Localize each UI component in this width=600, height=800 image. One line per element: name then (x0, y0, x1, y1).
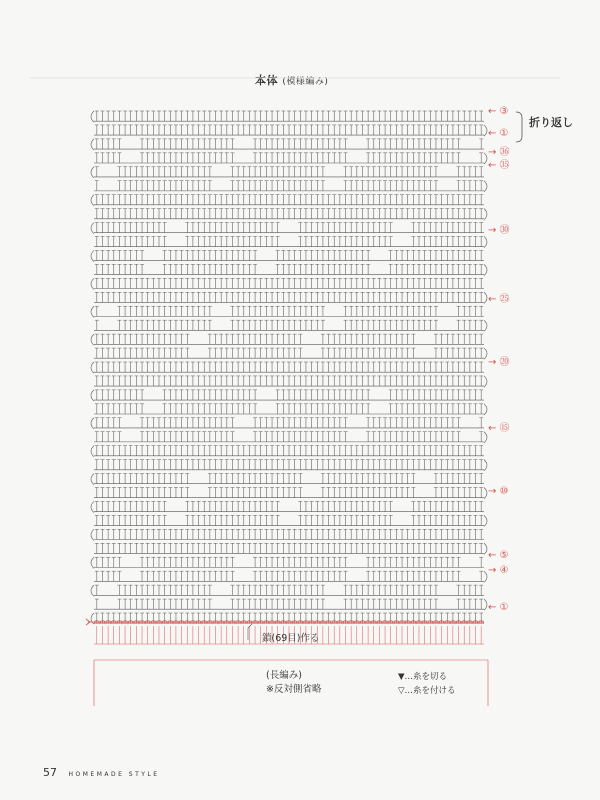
stitch-row (91, 195, 484, 206)
legend-item-cut-yarn (398, 670, 456, 684)
stitch-note-omitted: ※反対側省略 (266, 684, 322, 695)
fold-label: 折り返し (529, 116, 573, 129)
row-marker: → ㊱ (488, 147, 510, 158)
stitch-note-type: (長編み) (266, 670, 302, 681)
cut-yarn-symbol: ▼ (398, 672, 405, 682)
stitch-row (91, 334, 484, 345)
page-number: 57 (43, 766, 57, 779)
row-marker: ← ㉟ (488, 160, 510, 171)
stitch-row (94, 320, 487, 331)
stitch-row (91, 111, 484, 122)
legend-item-join-yarn (398, 684, 456, 698)
stitch-row (94, 404, 487, 415)
stitch-row (91, 223, 484, 234)
label-pointer (248, 624, 252, 640)
stitch-row (91, 446, 484, 457)
stitch-row (94, 543, 487, 554)
stitch-row (91, 250, 484, 261)
stitch-row (91, 474, 484, 485)
stitch-row (91, 529, 484, 540)
chart-title-sub: (模様編み) (282, 77, 329, 87)
stitch-row (94, 292, 487, 303)
stitch-row (94, 515, 487, 526)
stitch-row (94, 237, 487, 248)
stitch-row (91, 278, 484, 289)
row-marker: ← ① (488, 128, 509, 139)
cut-yarn-text: …糸を切る (404, 672, 448, 682)
join-yarn-symbol: ▽ (398, 686, 405, 696)
row-marker: ← ① (488, 602, 509, 613)
stitch-row (94, 348, 487, 359)
row-marker: ← ⑮ (488, 423, 510, 434)
stitch-row (94, 432, 487, 443)
stitch-row (91, 585, 484, 596)
row-marker: → ㉚ (488, 225, 510, 236)
row-marker: → ④ (488, 565, 509, 576)
page-footer (43, 766, 160, 779)
stitch-row (91, 501, 484, 512)
stitch-row (91, 557, 484, 568)
stitch-row (94, 488, 487, 499)
stitch-row (91, 418, 484, 429)
stitch-row (91, 306, 484, 317)
fold-bracket (516, 112, 522, 142)
stitch-row (94, 376, 487, 387)
stitch-row (91, 167, 484, 178)
row-marker: ← ③ (488, 106, 509, 117)
legend (398, 670, 456, 698)
chart-title-main: 本体 (255, 74, 278, 87)
row-marker: ← ⑤ (488, 550, 509, 561)
stitch-row (94, 460, 487, 471)
stitch-row (94, 264, 487, 275)
stitch-row (91, 390, 484, 401)
row-marker: ← ㉕ (488, 294, 510, 305)
row-marker: → ⑩ (488, 486, 509, 497)
stitch-row (94, 125, 487, 136)
stitch-row (91, 139, 484, 150)
magazine-name: HOMEMADE STYLE (68, 771, 160, 778)
foundation-chain-label: 鎖(69目)作る (262, 633, 320, 644)
stitch-row (94, 153, 487, 164)
stitch-row (94, 209, 487, 220)
stitch-row (94, 599, 487, 610)
join-yarn-text: …糸を付ける (404, 686, 456, 696)
stitch-row (91, 362, 484, 373)
stitch-row (94, 571, 487, 582)
stitch-row (94, 181, 487, 192)
row-marker: → ⑳ (488, 357, 510, 368)
stitch-note (266, 669, 321, 697)
